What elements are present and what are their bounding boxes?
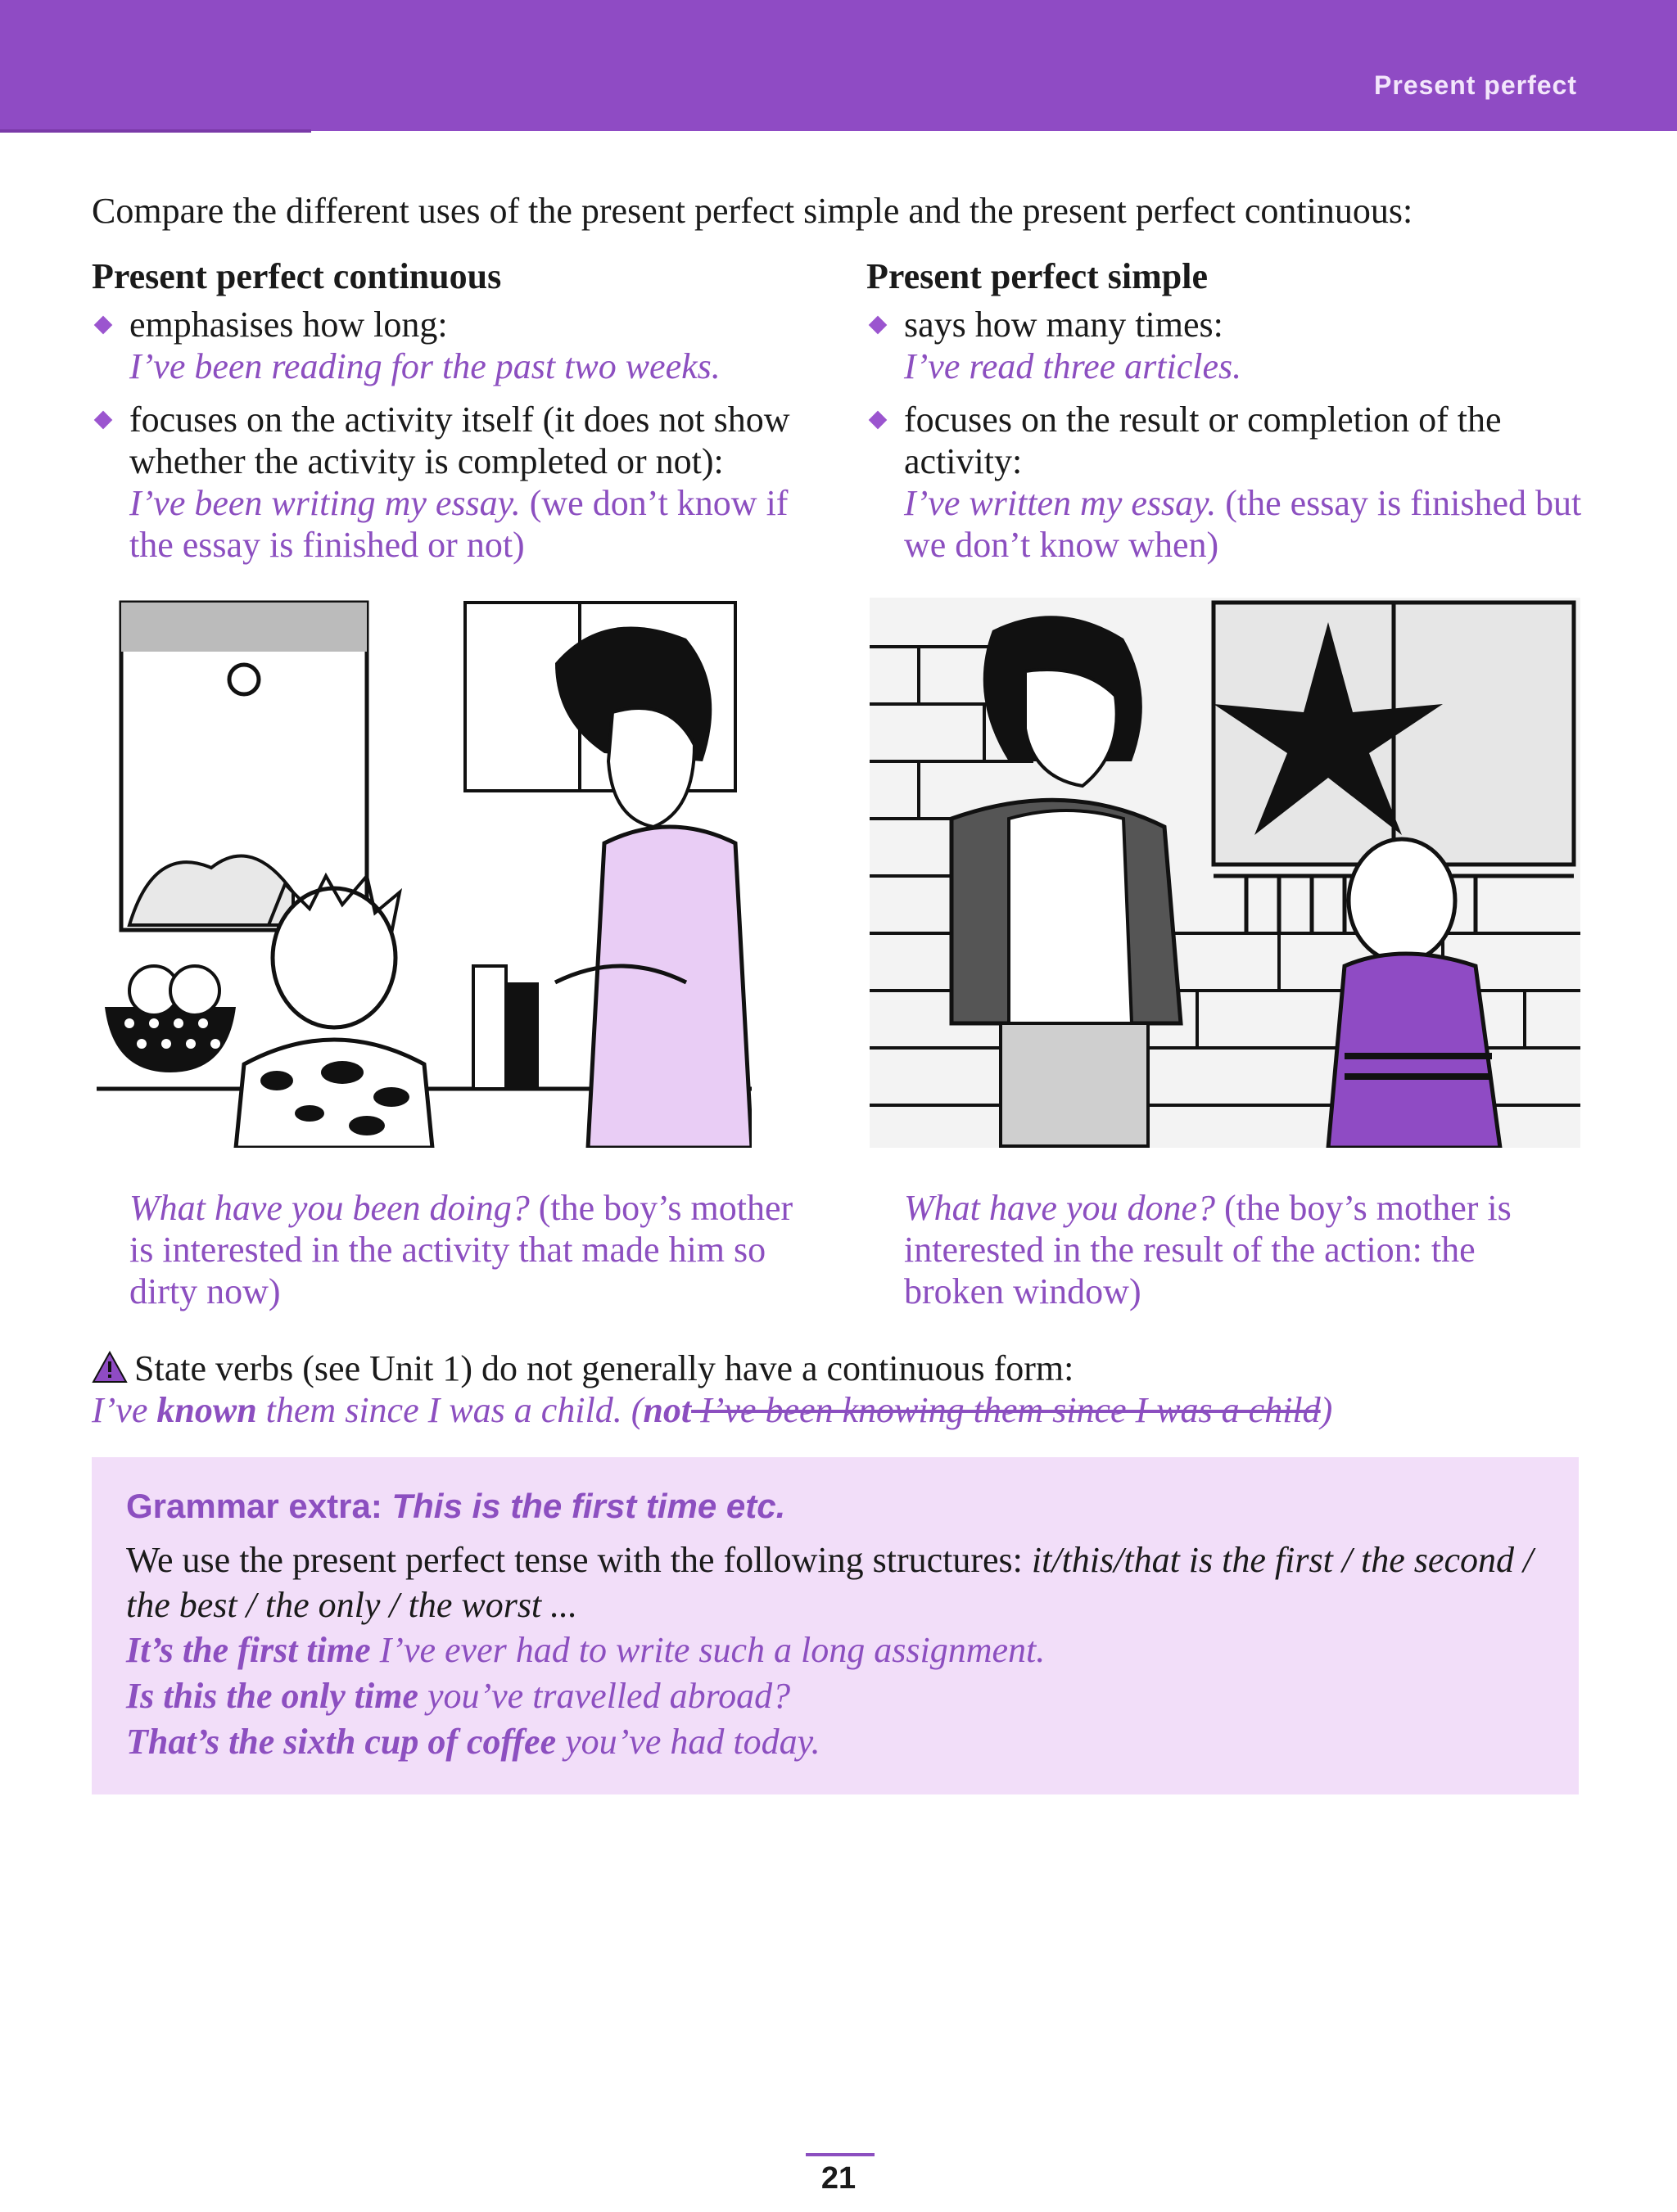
- column-simple: [866, 255, 1603, 577]
- window-blind: [121, 603, 367, 652]
- grammar-extra-example: That’s the sixth cup of coffee you’ve had today.: [126, 1722, 820, 1762]
- bullet-note: (we don’t know if the essay is finished or not): [129, 483, 789, 565]
- warning-triangle-icon: [92, 1351, 128, 1384]
- warning-text: State verbs (see Unit 1) do not generally have a continuous form:: [134, 1348, 1074, 1388]
- grammar-extra-box: [92, 1457, 1579, 1794]
- illustration-kitchen: [97, 598, 752, 1148]
- caption-note: (the boy’s mother is interested in the activity that made him so dirty now): [129, 1188, 793, 1311]
- caption-continuous: [129, 1187, 801, 1312]
- caption-question: What have you been doing?: [129, 1188, 530, 1228]
- bullet-result: [866, 399, 1603, 566]
- mother-skirt: [1001, 1023, 1148, 1146]
- page-number: 21: [820, 2161, 857, 2196]
- diamond-bullet-icon: [94, 316, 113, 335]
- column-continuous: [92, 255, 829, 577]
- bullet-activity: [92, 399, 829, 566]
- state-verbs-warning: [92, 1348, 1598, 1431]
- bullet-example: I’ve written my essay.: [904, 483, 1217, 523]
- diamond-bullet-icon: [869, 411, 888, 430]
- header-band: [0, 0, 1677, 131]
- header-rule: [0, 129, 311, 133]
- boy-head: [1349, 839, 1455, 962]
- diamond-bullet-icon: [869, 316, 888, 335]
- warning-example: I’ve known them since I was a child. (not I’ve been knowing them since I was a child): [92, 1390, 1333, 1430]
- bullet-text: emphasises how long:: [129, 305, 448, 345]
- bullet-example: I’ve read three articles.: [904, 346, 1242, 386]
- caption-simple: [904, 1187, 1575, 1312]
- bullet-text: says how many times:: [904, 305, 1223, 345]
- intro-text: Compare the different uses of the present perfect simple and the present perfect continuous:: [92, 191, 1413, 231]
- grammar-extra-example: It’s the first time I’ve ever had to write such a long assignment.: [126, 1630, 1046, 1670]
- bullet-example: I’ve been writing my essay.: [129, 483, 521, 523]
- bullet-example: I’ve been reading for the past two weeks.: [129, 346, 721, 386]
- heading-continuous: Present perfect continuous: [92, 256, 502, 296]
- grammar-extra-example: Is this the only time you’ve travelled abroad?: [126, 1676, 791, 1716]
- mother-dress: [588, 827, 752, 1148]
- bullet-how-many: [866, 304, 1603, 387]
- bullet-how-long: [92, 304, 829, 387]
- boy-shirt: [1328, 954, 1500, 1148]
- bullet-text: focuses on the activity itself (it does not show whether the activity is completed or not):: [129, 400, 790, 481]
- caption-question: What have you done?: [904, 1188, 1215, 1228]
- bottle: [473, 966, 506, 1089]
- bullet-note: (the essay is finished but we don’t know when): [904, 483, 1582, 565]
- mother-top: [1009, 810, 1132, 1023]
- illustration-broken-window: [870, 598, 1580, 1148]
- section-title: Present perfect: [1374, 70, 1577, 100]
- diamond-bullet-icon: [94, 411, 113, 430]
- heading-simple: Present perfect simple: [866, 256, 1209, 296]
- bullet-text: focuses on the result or completion of the activity:: [904, 400, 1502, 481]
- bottle: [506, 982, 539, 1089]
- grammar-extra-body: We use the present perfect tense with the following structures: it/this/that is the first / the second / the best / the only / the worst ... It’s the first time I’ve ever had to write such a long assignment. Is this the only time you’ve travelled abroad? That’s the sixth cup of coffee you’ve had today.: [126, 1537, 1551, 1765]
- caption-note: (the boy’s mother is interested in the result of the action: the broken window): [904, 1188, 1512, 1311]
- page-number-rule: [806, 2153, 875, 2156]
- grammar-extra-title: Grammar extra: This is the first time etc.: [126, 1487, 786, 1525]
